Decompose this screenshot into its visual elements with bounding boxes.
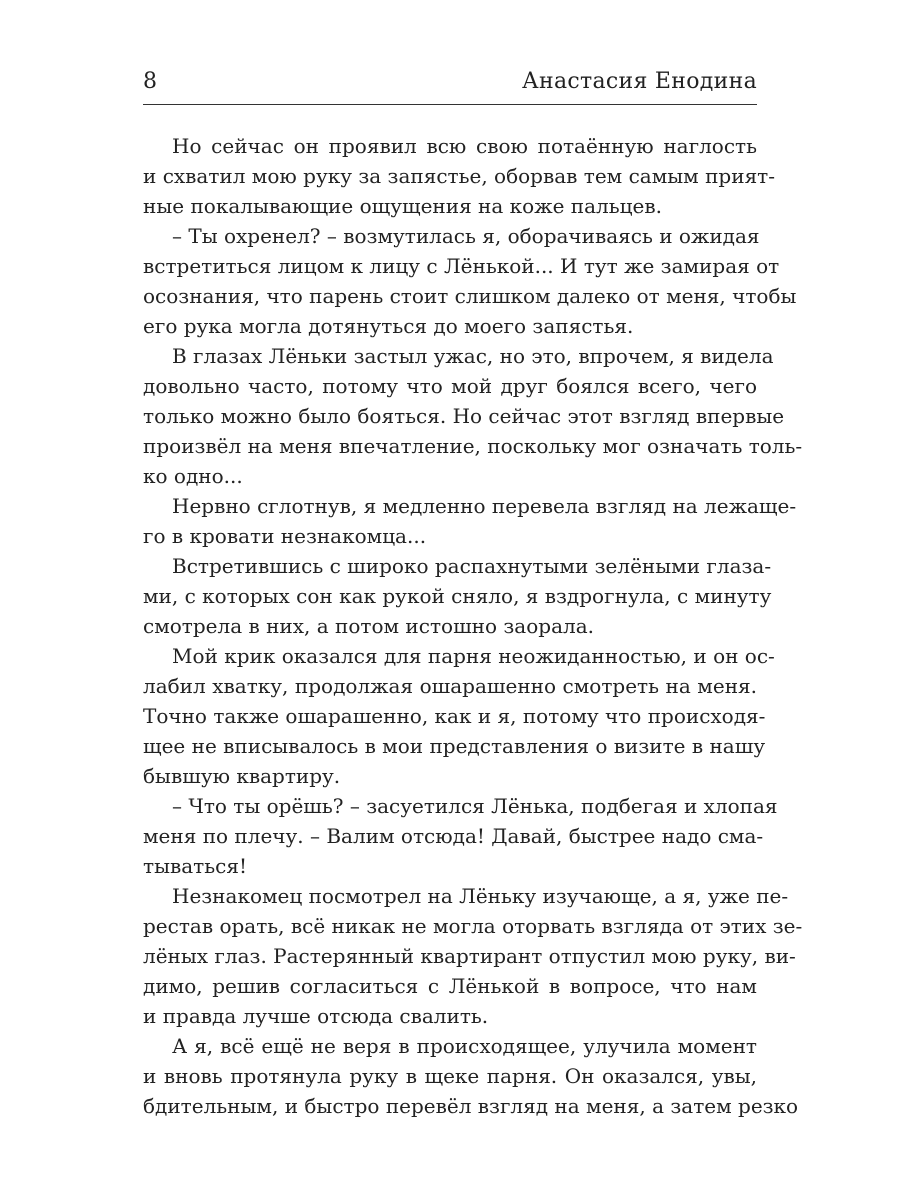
text-line: го в кровати незнакомца...: [143, 524, 427, 548]
running-head-author: Анастасия Енодина: [522, 69, 757, 94]
paragraph: [143, 1031, 799, 1121]
text-line: осознания, что парень стоит слишком далеко от меня, чтобы: [143, 284, 797, 308]
text-line: Встретившись с широко распахнутыми зелёными глаза-: [172, 554, 772, 578]
text-line: ко одно...: [143, 464, 243, 488]
text-line: довольно часто, потому что мой друг боялся всего, чего: [143, 374, 757, 398]
text-line: рестав орать, всё никак не могла оторвать взгляда от этих зе-: [143, 914, 803, 938]
text-line: – Ты охренел? – возмутилась я, оборачиваясь и ожидая: [172, 224, 760, 248]
text-line: димо, решив согласиться с Лёнькой в вопросе, что нам: [143, 974, 757, 998]
text-line: Незнакомец посмотрел на Лёньку изучающе, а я, уже пе-: [172, 884, 789, 908]
text-line: Нервно сглотнув, я медленно перевела взгляд на лежаще-: [172, 494, 797, 518]
body-text: [143, 131, 803, 1121]
text-line: Мой крик оказался для парня неожиданностью, и он ос-: [172, 644, 775, 668]
text-line: щее не вписывалось в мои представления о визите в нашу: [143, 734, 766, 758]
text-line: бывшую квартиру.: [143, 764, 341, 788]
text-line: и схватил мою руку за запястье, оборвав тем самым прият-: [143, 164, 776, 188]
page-header: [143, 68, 757, 105]
text-line: только можно было бояться. Но сейчас этот взгляд впервые: [143, 404, 785, 428]
text-line: бдительным, и быстро перевёл взгляд на меня, а затем резко: [143, 1094, 799, 1118]
paragraph: [143, 221, 797, 341]
paragraph: [143, 881, 803, 1031]
text-line: и вновь протянула руку в щеке парня. Он оказался, увы,: [143, 1064, 757, 1088]
paragraph: [143, 491, 797, 551]
text-line: лабил хватку, продолжая ошарашенно смотреть на меня.: [143, 674, 757, 698]
text-line: смотрела в них, а потом истошно заорала.: [143, 614, 594, 638]
text-line: тываться!: [143, 854, 247, 878]
page-number: 8: [143, 69, 157, 94]
paragraph: [143, 551, 772, 641]
text-line: – Что ты орёшь? – засуетился Лёнька, подбегая и хлопая: [172, 794, 778, 818]
text-line: встретиться лицом к лицу с Лёнькой... И тут же замирая от: [143, 254, 780, 278]
paragraph: [143, 791, 778, 881]
paragraph: [143, 341, 803, 491]
paragraph: [143, 641, 775, 791]
text-line: ми, с которых сон как рукой сняло, я вздрогнула, с минуту: [143, 584, 772, 608]
paragraph: [143, 131, 776, 221]
text-line: ные покалывающие ощущения на коже пальцев.: [143, 194, 662, 218]
text-line: лёных глаз. Растерянный квартирант отпустил мою руку, ви-: [143, 944, 796, 968]
text-line: и правда лучше отсюда свалить.: [143, 1004, 489, 1028]
text-line: А я, всё ещё не веря в происходящее, улучила момент: [172, 1034, 757, 1058]
text-line: Но сейчас он проявил всю свою потаённую наглость: [172, 134, 757, 158]
text-line: его рука могла дотянуться до моего запястья.: [143, 314, 634, 338]
text-line: В глазах Лёньки застыл ужас, но это, впрочем, я видела: [172, 344, 774, 368]
text-line: Точно также ошарашенно, как и я, потому что происходя-: [143, 704, 766, 728]
text-line: произвёл на меня впечатление, поскольку мог означать толь-: [143, 434, 803, 458]
text-line: меня по плечу. – Валим отсюда! Давай, быстрее надо сма-: [143, 824, 764, 848]
